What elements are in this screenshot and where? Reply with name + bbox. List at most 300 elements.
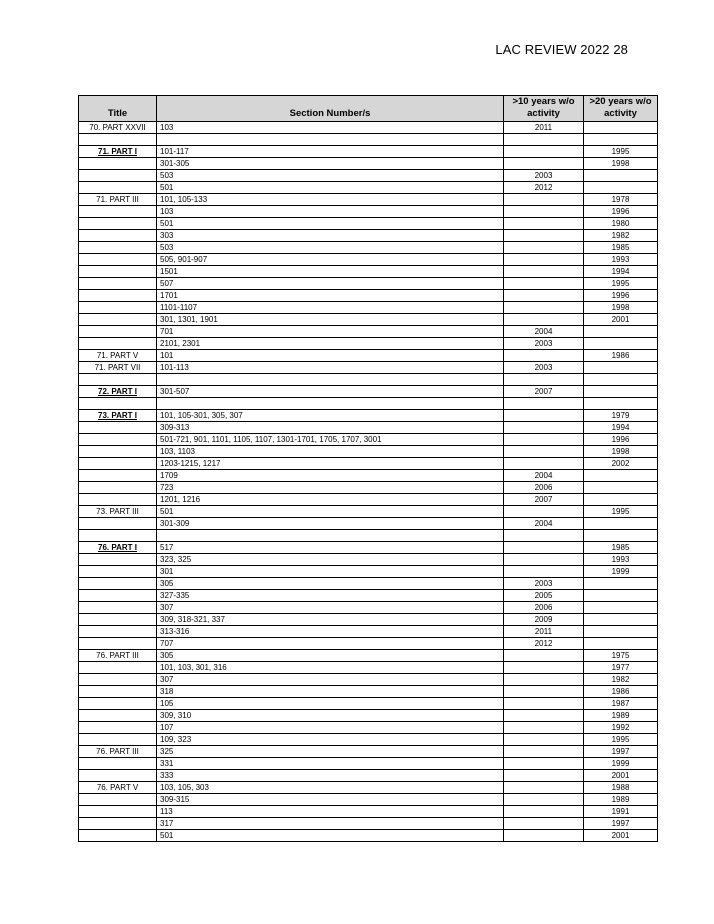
ten-years-cell: 2011 xyxy=(504,626,584,638)
ten-years-cell xyxy=(504,506,584,518)
twenty-years-cell: 1998 xyxy=(584,446,658,458)
twenty-years-cell: 1994 xyxy=(584,266,658,278)
table-row xyxy=(79,206,658,218)
section-cell: 101-113 xyxy=(157,362,504,374)
ten-years-cell xyxy=(504,818,584,830)
table-row xyxy=(79,170,658,182)
section-cell: 1701 xyxy=(157,290,504,302)
table-row xyxy=(79,182,658,194)
title-cell xyxy=(79,674,157,686)
title-cell xyxy=(79,182,157,194)
section-cell: 707 xyxy=(157,638,504,650)
twenty-years-cell: 1989 xyxy=(584,794,658,806)
twenty-years-cell xyxy=(584,134,658,146)
table-row xyxy=(79,662,658,674)
table-row xyxy=(79,194,658,206)
table-row xyxy=(79,350,658,362)
section-cell: 517 xyxy=(157,542,504,554)
title-cell xyxy=(79,134,157,146)
table-row xyxy=(79,482,658,494)
title-cell xyxy=(79,734,157,746)
section-cell: 333 xyxy=(157,770,504,782)
twenty-years-cell: 1993 xyxy=(584,554,658,566)
ten-years-cell xyxy=(504,158,584,170)
table-row xyxy=(79,818,658,830)
table-row xyxy=(79,386,658,398)
twenty-years-cell: 1977 xyxy=(584,662,658,674)
title-cell xyxy=(79,422,157,434)
title-cell xyxy=(79,434,157,446)
section-cell: 2101, 2301 xyxy=(157,338,504,350)
title-cell: 76. PART I xyxy=(79,542,157,554)
ten-years-cell xyxy=(504,374,584,386)
ten-years-cell xyxy=(504,410,584,422)
table-row xyxy=(79,530,658,542)
twenty-years-cell: 1997 xyxy=(584,746,658,758)
table-body xyxy=(79,122,658,842)
twenty-years-cell: 1978 xyxy=(584,194,658,206)
table-row xyxy=(79,134,658,146)
twenty-years-cell: 1991 xyxy=(584,806,658,818)
ten-years-cell: 2003 xyxy=(504,170,584,182)
table-row xyxy=(79,302,658,314)
title-cell: 73. PART I xyxy=(79,410,157,422)
title-cell xyxy=(79,374,157,386)
section-cell: 317 xyxy=(157,818,504,830)
ten-years-cell xyxy=(504,662,584,674)
section-cell: 103 xyxy=(157,122,504,134)
table-row xyxy=(79,578,658,590)
title-cell xyxy=(79,242,157,254)
ten-years-cell: 2003 xyxy=(504,362,584,374)
table-row xyxy=(79,638,658,650)
column-header-title: Title xyxy=(79,96,157,122)
section-cell: 701 xyxy=(157,326,504,338)
twenty-years-cell xyxy=(584,386,658,398)
twenty-years-cell: 1999 xyxy=(584,566,658,578)
twenty-years-cell xyxy=(584,326,658,338)
section-cell: 301-507 xyxy=(157,386,504,398)
lac-review-table xyxy=(78,95,658,842)
twenty-years-cell xyxy=(584,398,658,410)
table-row xyxy=(79,758,658,770)
twenty-years-cell: 2001 xyxy=(584,830,658,842)
section-cell xyxy=(157,374,504,386)
title-cell xyxy=(79,770,157,782)
title-cell xyxy=(79,698,157,710)
table-row xyxy=(79,398,658,410)
ten-years-cell xyxy=(504,686,584,698)
title-cell xyxy=(79,254,157,266)
ten-years-cell xyxy=(504,530,584,542)
ten-years-cell xyxy=(504,266,584,278)
twenty-years-cell: 1998 xyxy=(584,158,658,170)
twenty-years-cell xyxy=(584,602,658,614)
section-cell xyxy=(157,398,504,410)
table-row xyxy=(79,698,658,710)
table-row xyxy=(79,830,658,842)
table-row xyxy=(79,506,658,518)
section-cell: 101, 105-133 xyxy=(157,194,504,206)
section-cell: 501 xyxy=(157,218,504,230)
table-row xyxy=(79,278,658,290)
section-cell: 301-305 xyxy=(157,158,504,170)
table-row xyxy=(79,458,658,470)
ten-years-cell xyxy=(504,398,584,410)
title-cell: 71. PART I xyxy=(79,146,157,158)
ten-years-cell xyxy=(504,314,584,326)
ten-years-cell xyxy=(504,350,584,362)
title-cell: 72. PART I xyxy=(79,386,157,398)
section-cell: 318 xyxy=(157,686,504,698)
ten-years-cell xyxy=(504,242,584,254)
table-row xyxy=(79,626,658,638)
section-cell: 105 xyxy=(157,698,504,710)
ten-years-cell xyxy=(504,218,584,230)
ten-years-cell xyxy=(504,566,584,578)
ten-years-cell: 2007 xyxy=(504,386,584,398)
table-row xyxy=(79,122,658,134)
table-row xyxy=(79,770,658,782)
section-cell: 101 xyxy=(157,350,504,362)
table-row xyxy=(79,326,658,338)
title-cell xyxy=(79,758,157,770)
ten-years-cell xyxy=(504,230,584,242)
ten-years-cell xyxy=(504,794,584,806)
ten-years-cell xyxy=(504,830,584,842)
ten-years-cell xyxy=(504,302,584,314)
title-cell xyxy=(79,638,157,650)
ten-years-cell: 2009 xyxy=(504,614,584,626)
table-row xyxy=(79,254,658,266)
section-cell: 309, 310 xyxy=(157,710,504,722)
title-cell xyxy=(79,470,157,482)
section-cell: 305 xyxy=(157,650,504,662)
title-cell xyxy=(79,338,157,350)
table-row xyxy=(79,434,658,446)
column-header-10-years: >10 years w/o activity xyxy=(504,96,584,122)
twenty-years-cell xyxy=(584,170,658,182)
table-row xyxy=(79,338,658,350)
title-cell xyxy=(79,806,157,818)
ten-years-cell: 2004 xyxy=(504,326,584,338)
title-cell: 76. PART V xyxy=(79,782,157,794)
section-cell: 113 xyxy=(157,806,504,818)
table-row xyxy=(79,158,658,170)
section-cell: 327-335 xyxy=(157,590,504,602)
table-row xyxy=(79,806,658,818)
title-cell xyxy=(79,482,157,494)
twenty-years-cell: 1995 xyxy=(584,146,658,158)
ten-years-cell: 2012 xyxy=(504,638,584,650)
title-cell: 76. PART III xyxy=(79,650,157,662)
table-row xyxy=(79,602,658,614)
section-cell: 303 xyxy=(157,230,504,242)
ten-years-cell: 2003 xyxy=(504,578,584,590)
section-cell: 103 xyxy=(157,206,504,218)
title-cell xyxy=(79,530,157,542)
title-cell xyxy=(79,218,157,230)
twenty-years-cell xyxy=(584,518,658,530)
twenty-years-cell: 1996 xyxy=(584,290,658,302)
table-row xyxy=(79,542,658,554)
table-row xyxy=(79,362,658,374)
twenty-years-cell: 2001 xyxy=(584,314,658,326)
section-cell: 309-315 xyxy=(157,794,504,806)
title-cell xyxy=(79,326,157,338)
twenty-years-cell: 1993 xyxy=(584,254,658,266)
ten-years-cell xyxy=(504,758,584,770)
title-cell xyxy=(79,722,157,734)
title-cell: 76. PART III xyxy=(79,746,157,758)
table-row xyxy=(79,266,658,278)
twenty-years-cell: 1980 xyxy=(584,218,658,230)
twenty-years-cell xyxy=(584,590,658,602)
twenty-years-cell: 1987 xyxy=(584,698,658,710)
title-cell xyxy=(79,626,157,638)
table-row xyxy=(79,374,658,386)
section-cell xyxy=(157,134,504,146)
title-cell xyxy=(79,794,157,806)
table-row xyxy=(79,494,658,506)
twenty-years-cell: 1997 xyxy=(584,818,658,830)
twenty-years-cell: 1992 xyxy=(584,722,658,734)
twenty-years-cell: 1995 xyxy=(584,278,658,290)
section-cell: 309-313 xyxy=(157,422,504,434)
twenty-years-cell: 1982 xyxy=(584,674,658,686)
title-cell: 71. PART III xyxy=(79,194,157,206)
table-row xyxy=(79,230,658,242)
section-cell: 305 xyxy=(157,578,504,590)
table-row xyxy=(79,422,658,434)
table-row xyxy=(79,794,658,806)
twenty-years-cell: 2002 xyxy=(584,458,658,470)
table-row xyxy=(79,710,658,722)
twenty-years-cell: 1988 xyxy=(584,782,658,794)
table-row xyxy=(79,446,658,458)
section-cell: 313-316 xyxy=(157,626,504,638)
title-cell xyxy=(79,566,157,578)
section-cell: 109, 323 xyxy=(157,734,504,746)
ten-years-cell xyxy=(504,134,584,146)
title-cell: 71. PART VII xyxy=(79,362,157,374)
table-row xyxy=(79,614,658,626)
title-cell xyxy=(79,830,157,842)
ten-years-cell xyxy=(504,722,584,734)
title-cell xyxy=(79,590,157,602)
ten-years-cell xyxy=(504,734,584,746)
twenty-years-cell xyxy=(584,122,658,134)
ten-years-cell xyxy=(504,698,584,710)
title-cell: 71. PART V xyxy=(79,350,157,362)
title-cell xyxy=(79,230,157,242)
ten-years-cell xyxy=(504,146,584,158)
table-row xyxy=(79,650,658,662)
twenty-years-cell xyxy=(584,338,658,350)
twenty-years-cell: 1996 xyxy=(584,434,658,446)
ten-years-cell: 2012 xyxy=(504,182,584,194)
table-row xyxy=(79,746,658,758)
section-cell: 301, 1301, 1901 xyxy=(157,314,504,326)
section-cell: 103, 105, 303 xyxy=(157,782,504,794)
ten-years-cell xyxy=(504,650,584,662)
twenty-years-cell xyxy=(584,374,658,386)
table-row xyxy=(79,554,658,566)
section-cell: 101, 103, 301, 316 xyxy=(157,662,504,674)
ten-years-cell xyxy=(504,710,584,722)
title-cell: 70. PART XXVII xyxy=(79,122,157,134)
page-header: LAC REVIEW 2022 28 xyxy=(495,42,628,57)
twenty-years-cell xyxy=(584,470,658,482)
ten-years-cell xyxy=(504,554,584,566)
twenty-years-cell: 1996 xyxy=(584,206,658,218)
ten-years-cell xyxy=(504,770,584,782)
ten-years-cell: 2003 xyxy=(504,338,584,350)
title-cell xyxy=(79,602,157,614)
ten-years-cell xyxy=(504,194,584,206)
twenty-years-cell xyxy=(584,626,658,638)
twenty-years-cell: 1998 xyxy=(584,302,658,314)
ten-years-cell: 2004 xyxy=(504,518,584,530)
section-cell: 103, 1103 xyxy=(157,446,504,458)
table-row xyxy=(79,674,658,686)
ten-years-cell xyxy=(504,206,584,218)
table-row xyxy=(79,314,658,326)
section-cell: 503 xyxy=(157,242,504,254)
title-cell xyxy=(79,314,157,326)
twenty-years-cell: 1986 xyxy=(584,350,658,362)
section-cell: 501-721, 901, 1101, 1105, 1107, 1301-1701, 1705, 1707, 3001 xyxy=(157,434,504,446)
twenty-years-cell: 1985 xyxy=(584,542,658,554)
ten-years-cell xyxy=(504,290,584,302)
title-cell xyxy=(79,710,157,722)
section-cell: 723 xyxy=(157,482,504,494)
ten-years-cell: 2006 xyxy=(504,482,584,494)
title-cell xyxy=(79,446,157,458)
title-cell xyxy=(79,206,157,218)
ten-years-cell: 2004 xyxy=(504,470,584,482)
section-cell: 1709 xyxy=(157,470,504,482)
table-row xyxy=(79,242,658,254)
ten-years-cell xyxy=(504,806,584,818)
title-cell xyxy=(79,458,157,470)
table-row xyxy=(79,722,658,734)
column-header-section: Section Number/s xyxy=(157,96,504,122)
table-row xyxy=(79,218,658,230)
table-row xyxy=(79,686,658,698)
twenty-years-cell: 1989 xyxy=(584,710,658,722)
section-cell xyxy=(157,530,504,542)
table-row xyxy=(79,470,658,482)
title-cell: 73. PART III xyxy=(79,506,157,518)
ten-years-cell xyxy=(504,434,584,446)
title-cell xyxy=(79,614,157,626)
section-cell: 325 xyxy=(157,746,504,758)
section-cell: 507 xyxy=(157,278,504,290)
section-cell: 307 xyxy=(157,674,504,686)
title-cell xyxy=(79,302,157,314)
table-row xyxy=(79,518,658,530)
ten-years-cell xyxy=(504,422,584,434)
section-cell: 101, 105-301, 305, 307 xyxy=(157,410,504,422)
section-cell: 331 xyxy=(157,758,504,770)
title-cell xyxy=(79,158,157,170)
section-cell: 323, 325 xyxy=(157,554,504,566)
twenty-years-cell: 2001 xyxy=(584,770,658,782)
title-cell xyxy=(79,494,157,506)
ten-years-cell xyxy=(504,446,584,458)
table-row xyxy=(79,566,658,578)
twenty-years-cell: 1995 xyxy=(584,506,658,518)
section-cell: 107 xyxy=(157,722,504,734)
section-cell: 501 xyxy=(157,506,504,518)
title-cell xyxy=(79,686,157,698)
section-cell: 503 xyxy=(157,170,504,182)
table-row xyxy=(79,146,658,158)
section-cell: 501 xyxy=(157,182,504,194)
section-cell: 505, 901-907 xyxy=(157,254,504,266)
twenty-years-cell xyxy=(584,362,658,374)
twenty-years-cell: 1985 xyxy=(584,242,658,254)
ten-years-cell: 2006 xyxy=(504,602,584,614)
ten-years-cell xyxy=(504,782,584,794)
ten-years-cell: 2007 xyxy=(504,494,584,506)
title-cell xyxy=(79,170,157,182)
twenty-years-cell xyxy=(584,638,658,650)
title-cell xyxy=(79,398,157,410)
twenty-years-cell: 1979 xyxy=(584,410,658,422)
ten-years-cell xyxy=(504,674,584,686)
twenty-years-cell: 1994 xyxy=(584,422,658,434)
twenty-years-cell xyxy=(584,614,658,626)
table-row xyxy=(79,590,658,602)
ten-years-cell: 2011 xyxy=(504,122,584,134)
title-cell xyxy=(79,290,157,302)
twenty-years-cell xyxy=(584,494,658,506)
twenty-years-cell: 1995 xyxy=(584,734,658,746)
section-cell: 301 xyxy=(157,566,504,578)
title-cell xyxy=(79,518,157,530)
section-cell: 501 xyxy=(157,830,504,842)
title-cell xyxy=(79,278,157,290)
section-cell: 1201, 1216 xyxy=(157,494,504,506)
ten-years-cell: 2005 xyxy=(504,590,584,602)
twenty-years-cell: 1986 xyxy=(584,686,658,698)
title-cell xyxy=(79,662,157,674)
table-row xyxy=(79,782,658,794)
section-cell: 301-309 xyxy=(157,518,504,530)
twenty-years-cell: 1999 xyxy=(584,758,658,770)
twenty-years-cell: 1982 xyxy=(584,230,658,242)
table-row xyxy=(79,290,658,302)
title-cell xyxy=(79,554,157,566)
title-cell xyxy=(79,818,157,830)
section-cell: 1101-1107 xyxy=(157,302,504,314)
section-cell: 1203-1215, 1217 xyxy=(157,458,504,470)
section-cell: 1501 xyxy=(157,266,504,278)
section-cell: 101-117 xyxy=(157,146,504,158)
ten-years-cell xyxy=(504,254,584,266)
column-header-20-years: >20 years w/o activity xyxy=(584,96,658,122)
ten-years-cell xyxy=(504,542,584,554)
twenty-years-cell xyxy=(584,578,658,590)
title-cell xyxy=(79,266,157,278)
table-row xyxy=(79,410,658,422)
section-cell: 307 xyxy=(157,602,504,614)
table-row xyxy=(79,734,658,746)
ten-years-cell xyxy=(504,746,584,758)
twenty-years-cell xyxy=(584,482,658,494)
